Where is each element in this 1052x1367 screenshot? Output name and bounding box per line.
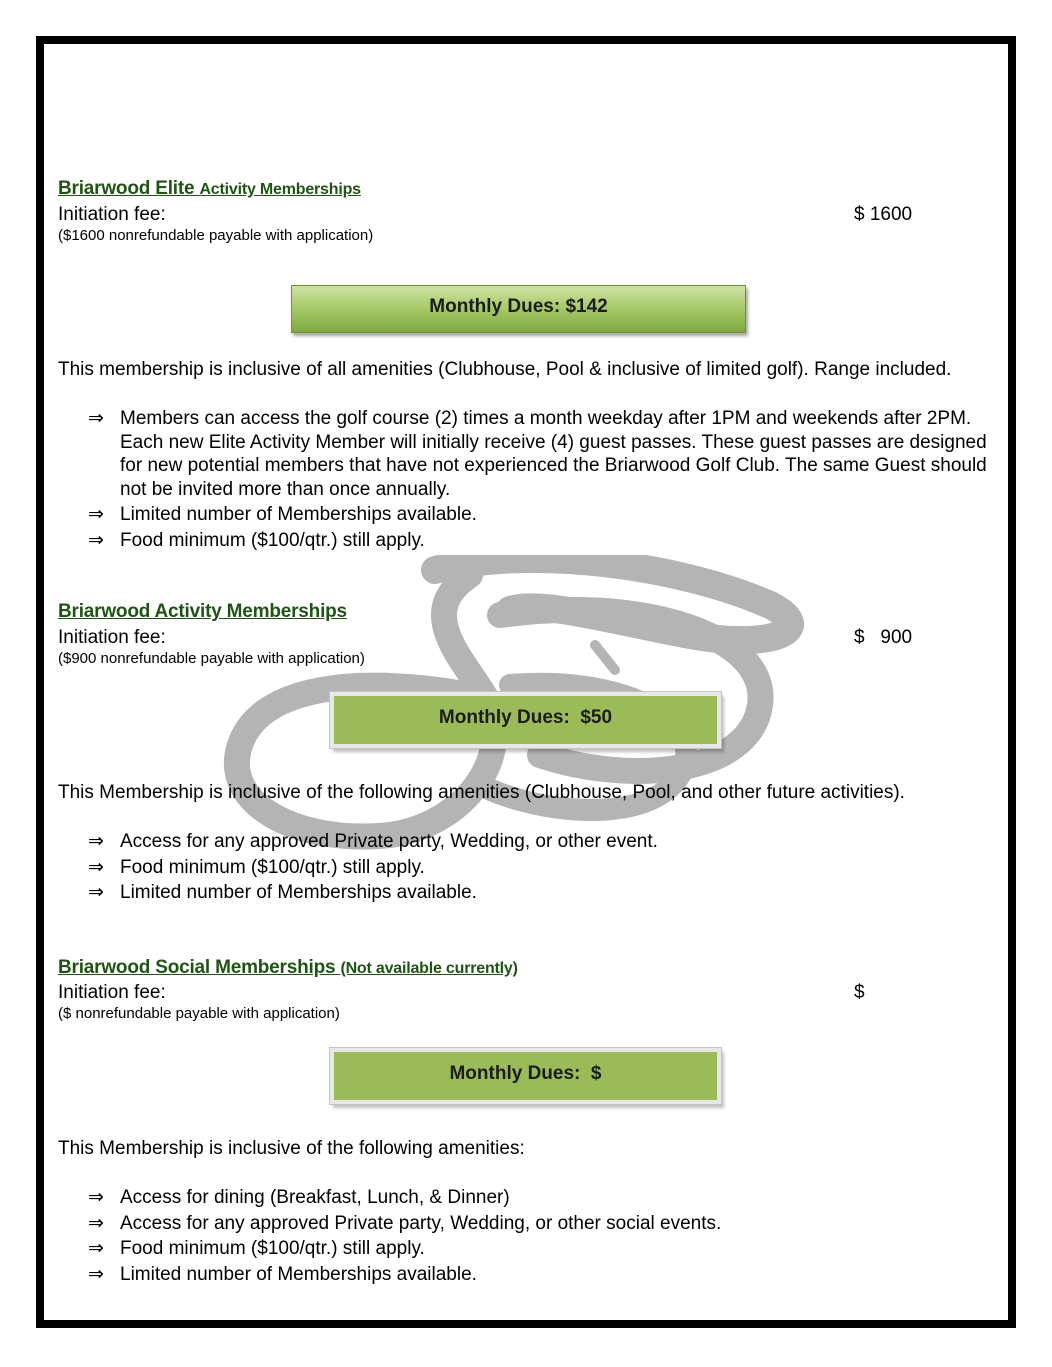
activity-fee-label: Initiation fee: bbox=[58, 627, 166, 648]
elite-bullet-list bbox=[88, 407, 988, 554]
list-item: ⇒ Access for dining (Breakfast, Lunch, & Dinner) bbox=[88, 1187, 510, 1208]
list-item: ⇒ Limited number of Memberships available. bbox=[88, 504, 477, 525]
arrow-icon: ⇒ bbox=[88, 1212, 104, 1234]
activity-fee-amount: $ 900 bbox=[854, 627, 913, 648]
elite-fee-label: Initiation fee: bbox=[58, 204, 166, 225]
activity-bullet-list bbox=[88, 830, 988, 907]
elite-fee-amount: $ 1600 bbox=[854, 204, 913, 225]
list-item: ⇒ Food minimum ($100/qtr.) still apply. bbox=[88, 1238, 425, 1259]
elite-heading: Briarwood Elite Activity Memberships bbox=[58, 178, 361, 199]
list-item: ⇒ Limited number of Memberships available. bbox=[88, 882, 477, 903]
list-item: ⇒ Food minimum ($100/qtr.) still apply. bbox=[88, 856, 425, 878]
arrow-icon: ⇒ bbox=[88, 408, 104, 429]
activity-heading: Briarwood Activity Memberships bbox=[58, 601, 347, 622]
social-monthly-dues: Monthly Dues: $ bbox=[449, 1063, 602, 1084]
arrow-icon: ⇒ bbox=[88, 1263, 104, 1285]
list-item: ⇒ Access for any approved Private party, Wedding, or other event. bbox=[88, 831, 658, 852]
arrow-icon: ⇒ bbox=[88, 504, 104, 525]
social-bullet-list bbox=[88, 1186, 988, 1288]
social-monthly-dues-box bbox=[330, 1048, 721, 1104]
list-item: ⇒ Access for any approved Private party, Wedding, or other social events. bbox=[88, 1212, 722, 1234]
list-item: ⇒ Limited number of Memberships available. bbox=[88, 1263, 477, 1285]
elite-fee-note: ($1600 nonrefundable payable with application) bbox=[58, 227, 374, 244]
list-item: ⇒ Members can access the golf course (2) times a month weekday after 1PM and weekends after 2PM. Each new Elite Activity Member will initially receive (4) guest passes. These guest passes are designed for new potential members that have not experienced the Briarwood Golf Club. The same Guest should not be invited more than once annually. bbox=[88, 408, 987, 500]
arrow-icon: ⇒ bbox=[88, 529, 104, 551]
arrow-icon: ⇒ bbox=[88, 831, 104, 852]
activity-fee-note: ($900 nonrefundable payable with application) bbox=[58, 650, 365, 667]
social-heading: Briarwood Social Memberships (Not available currently) bbox=[58, 957, 518, 978]
arrow-icon: ⇒ bbox=[88, 1187, 104, 1208]
elite-monthly-dues: Monthly Dues: $142 bbox=[429, 296, 608, 317]
elite-description: This membership is inclusive of all amenities (Clubhouse, Pool & inclusive of limited golf). Range included. bbox=[58, 359, 952, 380]
social-fee-amount: $ bbox=[854, 982, 865, 1003]
social-fee-label: Initiation fee: bbox=[58, 982, 166, 1003]
social-description: This Membership is inclusive of the following amenities: bbox=[58, 1138, 525, 1159]
list-item: ⇒ Food minimum ($100/qtr.) still apply. bbox=[88, 529, 425, 551]
arrow-icon: ⇒ bbox=[88, 882, 104, 903]
activity-description: This Membership is inclusive of the following amenities (Clubhouse, Pool, and other future activities). bbox=[58, 782, 905, 803]
elite-monthly-dues-box bbox=[291, 285, 746, 333]
arrow-icon: ⇒ bbox=[88, 1238, 104, 1259]
arrow-icon: ⇒ bbox=[88, 856, 104, 878]
social-fee-note: ($ nonrefundable payable with application) bbox=[58, 1005, 340, 1022]
activity-monthly-dues-box bbox=[330, 692, 721, 748]
activity-monthly-dues: Monthly Dues: $50 bbox=[438, 707, 613, 728]
